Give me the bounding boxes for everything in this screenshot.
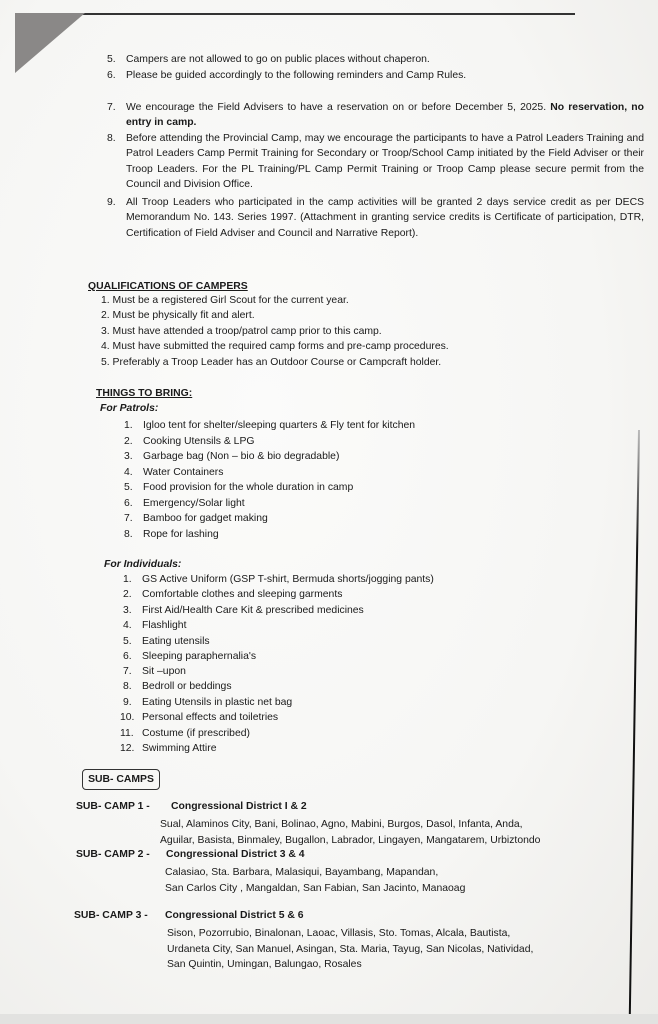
page-top-edge: [15, 13, 575, 15]
subcamp-3-district: Congressional District 5 & 6: [165, 910, 304, 921]
individual-item: [123, 649, 256, 665]
item-number: 9.: [123, 697, 132, 708]
item-number: 9.: [107, 197, 116, 208]
patrol-item: [124, 480, 353, 496]
individual-item: [123, 572, 434, 588]
subcamp-2-towns: [165, 865, 465, 896]
subcamp-1-label: SUB- CAMP 1 -: [76, 801, 150, 812]
item-number: 2.: [123, 589, 132, 600]
item-text: Eating Utensils in plastic net bag: [142, 697, 293, 708]
item-number: 5.: [123, 636, 132, 647]
towns-line: San Carlos City , Mangaldan, San Fabian, San Jacinto, Manaoag: [165, 882, 466, 894]
item-text: GS Active Uniform (GSP T-shirt, Bermuda shorts/jogging pants): [142, 574, 434, 585]
subcamp-3-label: SUB- CAMP 3 -: [74, 910, 148, 921]
individual-item: [120, 741, 216, 757]
patrol-item: [124, 434, 254, 450]
item-number: 7.: [123, 666, 132, 677]
item-number: 8.: [124, 529, 133, 540]
item-text: Please be guided accordingly to the following reminders and Camp Rules.: [126, 70, 467, 81]
item-text: Sit –upon: [142, 666, 186, 677]
item-text: Campers are not allowed to go on public places without chaperon.: [126, 54, 430, 65]
item-number: 6.: [123, 651, 132, 662]
item-number: 4.: [124, 467, 133, 478]
individual-item: [120, 726, 250, 742]
item-number: 10.: [120, 712, 135, 723]
subcamp-1-towns: [160, 817, 540, 848]
item-text: Sleeping paraphernalia's: [142, 651, 257, 662]
patrol-item: [124, 496, 245, 512]
reminder-item: [107, 68, 466, 84]
item-text: Swimming Attire: [142, 743, 217, 754]
item-number: 5.: [124, 482, 133, 493]
item-number: 6.: [107, 70, 116, 81]
page-right-edge: [629, 430, 640, 1020]
item-text: Costume (if prescribed): [142, 728, 250, 739]
patrol-item: [124, 527, 219, 543]
subcamp-2-label: SUB- CAMP 2 -: [76, 849, 150, 860]
item-text: Flashlight: [142, 620, 187, 631]
item-number: 8.: [107, 133, 116, 144]
item-number: 12.: [120, 743, 135, 754]
item-number: 6.: [124, 498, 133, 509]
for-individuals-label: For Individuals:: [104, 559, 182, 570]
item-text: Eating utensils: [142, 636, 210, 647]
subcamp-1-district: Congressional District I & 2: [171, 801, 307, 812]
towns-line: Sual, Alaminos City, Bani, Bolinao, Agno, Mabini, Burgos, Dasol, Infanta, Anda,: [160, 819, 523, 830]
item-text: Garbage bag (Non – bio & bio degradable): [143, 451, 340, 462]
patrol-item: [124, 449, 339, 465]
reminder-item: [107, 100, 645, 131]
item-number: 8.: [123, 681, 132, 692]
towns-line: Urdaneta City, San Manuel, Asingan, Sta. Maria, Tayug, San Nicolas, Natividad,: [167, 943, 534, 955]
folded-corner: [15, 13, 85, 73]
item-number: 5.: [107, 54, 116, 65]
individual-item: [123, 634, 210, 650]
for-patrols-label: For Patrols:: [100, 403, 159, 414]
individual-item: [123, 695, 292, 711]
item-number: 3.: [123, 605, 132, 616]
item-text: First Aid/Health Care Kit & prescribed medicines: [142, 605, 364, 616]
item-number: 4.: [123, 620, 132, 631]
individual-item: [123, 664, 186, 680]
item-number: 3.: [124, 451, 133, 462]
towns-line: Aguilar, Basista, Binmaley, Bugallon, Labrador, Lingayen, Mangatarem, Urbiztondo: [160, 834, 541, 846]
towns-line: Sison, Pozorrubio, Binalonan, Laoac, Villasis, Sto. Tomas, Alcala, Bautista,: [167, 928, 511, 939]
item-text: Igloo tent for shelter/sleeping quarters & Fly tent for kitchen: [143, 420, 416, 431]
item-bold-text: No reservation, no entry in camp.: [126, 102, 645, 129]
item-text: Before attending the Provincial Camp, may we encourage the participants to have a Patrol Leaders Training and Patrol Leaders Camp Permit Training for Secondary or Troop/School Camp initiated by the Field Adviser or their Troop Leaders. For the PL Training/PL Camp Permit Training or Troop Camp please secure permit from the Council and Division Office.: [126, 133, 644, 191]
qualification-item: 1. Must be a registered Girl Scout for the current year.: [101, 295, 349, 306]
item-text: Emergency/Solar light: [143, 498, 245, 509]
item-text: Personal effects and toiletries: [142, 712, 279, 723]
qualification-item: 3. Must have attended a troop/patrol camp prior to this camp.: [101, 326, 382, 337]
subcamp-3-towns: [167, 926, 533, 973]
item-text: We encourage the Field Advisers to have a reservation on or before December 5, 2025.: [126, 102, 547, 113]
subcamps-heading: SUB- CAMPS: [82, 769, 160, 790]
towns-line: Calasiao, Sta. Barbara, Malasiqui, Bayambang, Mapandan,: [165, 867, 439, 878]
patrol-item: [124, 465, 223, 481]
item-text: Cooking Utensils & LPG: [143, 436, 255, 447]
item-text: Comfortable clothes and sleeping garments: [142, 589, 343, 600]
qualification-item: 2. Must be physically fit and alert.: [101, 310, 255, 321]
item-number: 7.: [124, 513, 133, 524]
qualification-item: 4. Must have submitted the required camp forms and pre-camp procedures.: [101, 341, 449, 352]
item-text: All Troop Leaders who participated in the camp activities will be granted 2 days service credit as per DECS Memorandum No. 143. Series 1997. (Attachment in granting service credits is Certificate of participation, DTR, Certification of Field Adviser and Council and Narrative Report).: [126, 197, 644, 239]
individual-item: [123, 618, 186, 634]
individual-item: [123, 587, 342, 603]
reminder-item: [107, 195, 644, 241]
towns-line: San Quintin, Umingan, Balungao, Rosales: [167, 959, 362, 970]
individual-item: [123, 679, 232, 695]
page-bottom-edge: [0, 1014, 658, 1024]
item-text: Water Containers: [143, 467, 224, 478]
item-text: Bamboo for gadget making: [143, 513, 268, 524]
reminder-item: [107, 131, 644, 193]
item-number: 7.: [107, 102, 116, 113]
individual-item: [123, 603, 364, 619]
individual-item: [120, 710, 278, 726]
item-number: 2.: [124, 436, 133, 447]
patrol-item: [124, 418, 415, 434]
item-text: Bedroll or beddings: [142, 681, 232, 692]
patrol-item: [124, 511, 268, 527]
item-number: 1.: [124, 420, 133, 431]
item-text: Food provision for the whole duration in camp: [143, 482, 354, 493]
item-number: 1.: [123, 574, 132, 585]
item-text: Rope for lashing: [143, 529, 219, 540]
qualification-item: 5. Preferably a Troop Leader has an Outdoor Course or Campcraft holder.: [101, 357, 442, 368]
qualifications-heading: QUALIFICATIONS OF CAMPERS: [88, 281, 248, 292]
item-number: 11.: [120, 728, 134, 739]
reminder-item: [107, 52, 430, 68]
things-to-bring-heading: THINGS TO BRING:: [96, 388, 193, 399]
subcamp-2-district: Congressional District 3 & 4: [166, 849, 305, 860]
